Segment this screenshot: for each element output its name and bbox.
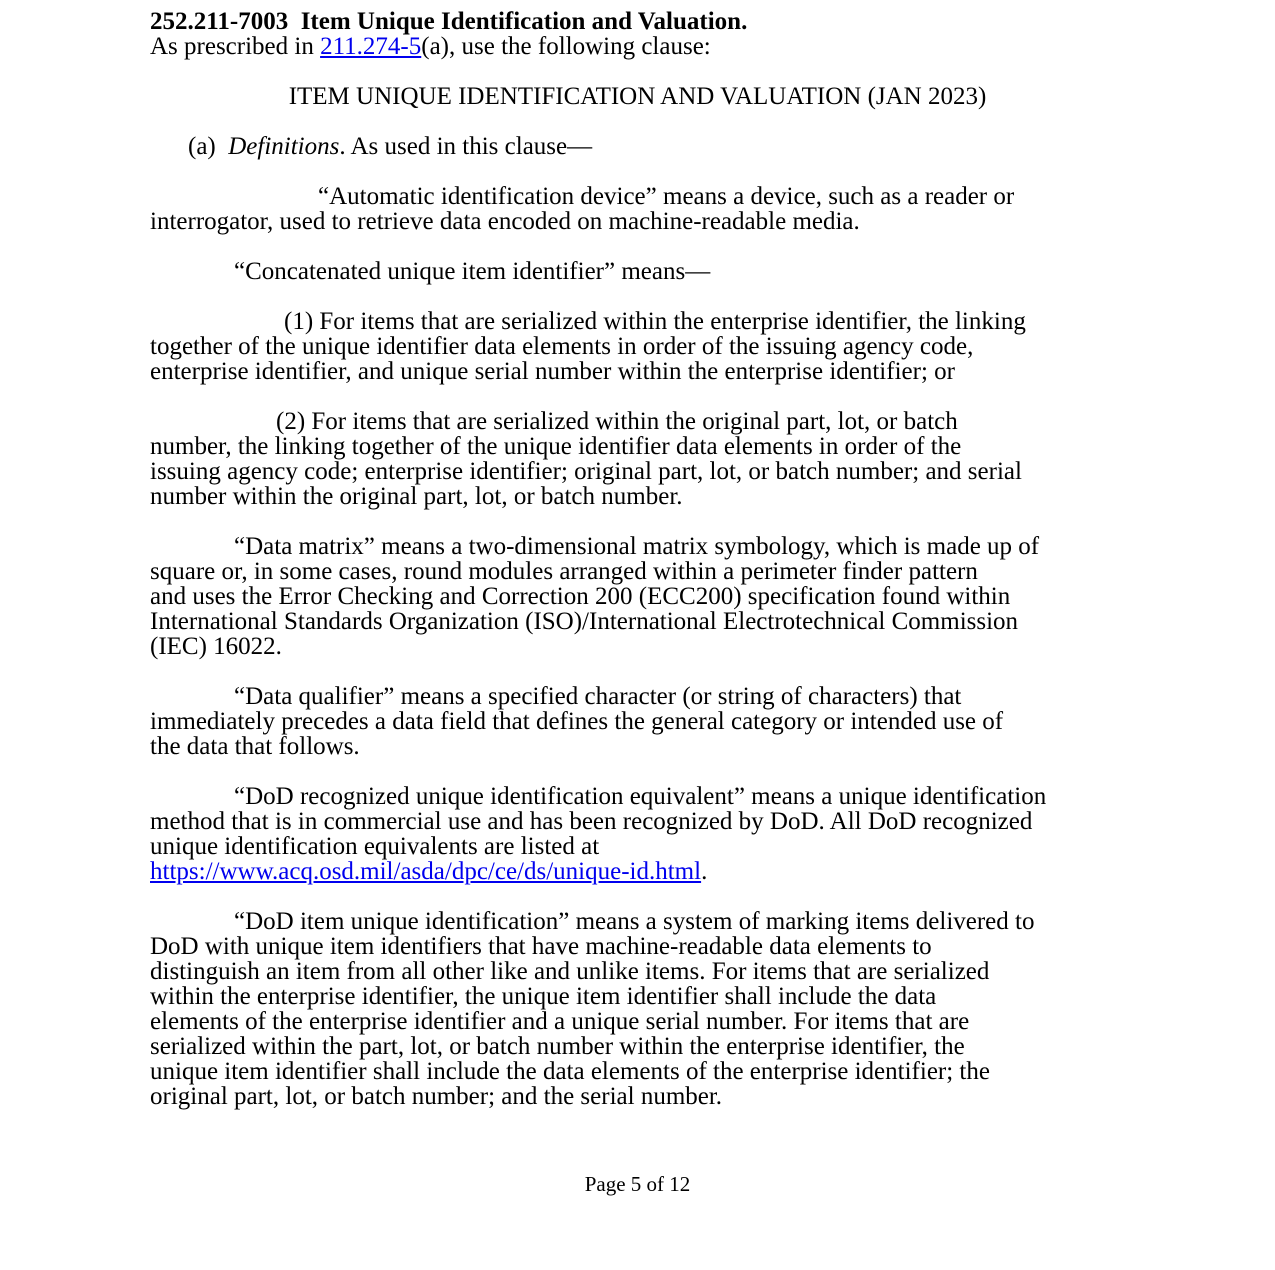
definition-link-line [150,859,1125,884]
section-a-rest: . As used in this clause— [339,133,593,160]
definition-line: DoD with unique item identifiers that have machine-readable data elements to [150,933,932,960]
prescription-line [150,34,1125,59]
definition-line: within the enterprise identifier, the unique item identifier shall include the data [150,983,937,1010]
definition-dod-item-unique-identification [150,909,1125,1109]
definition-line: unique item identifier shall include the data elements of the enterprise identifier; the [150,1058,990,1085]
definition-automatic-identification-device [150,184,1125,234]
definitions-term: Definitions [228,133,340,160]
definition-line: the data that follows. [150,733,360,760]
definition-line: (1) For items that are serialized within the enterprise identifier, the linking [284,308,1026,335]
definition-line: original part, lot, or batch number; and the serial number. [150,1083,723,1110]
definition-line: number, the linking together of the unique identifier data elements in order of the [150,433,962,460]
section-a-heading [150,134,1125,159]
definition-line: method that is in commercial use and has been recognized by DoD. All DoD recognized [150,808,1033,835]
definition-line: (2) For items that are serialized within the original part, lot, or batch [276,408,958,435]
unique-id-url-link[interactable]: https://www.acq.osd.mil/asda/dpc/ce/ds/unique-id.html [150,858,702,885]
prescription-prefix: As prescribed in [150,33,321,60]
definition-data-matrix [150,534,1125,659]
link-period: . [701,858,708,885]
definition-line: unique identification equivalents are listed at [150,833,600,860]
definition-line: “Data qualifier” means a specified character (or string of characters) that [234,683,962,710]
page-number-footer: Page 5 of 12 [584,1172,691,1196]
definition-concatenated-item-2 [150,409,1125,509]
definition-line: and uses the Error Checking and Correction 200 (ECC200) specification found within [150,583,1011,610]
definition-line: International Standards Organization (ISO)/International Electrotechnical Commission [150,608,1019,635]
definition-line: square or, in some cases, round modules arranged within a perimeter finder pattern [150,558,978,585]
definition-line: (IEC) 16022. [150,633,282,660]
definition-line: immediately precedes a data field that defines the general category or intended use of [150,708,1004,735]
definition-dod-recognized-equivalent [150,784,1125,884]
section-a-label: (a) [188,133,216,160]
definition-line: issuing agency code; enterprise identifier; original part, lot, or batch number; and serial [150,458,1022,485]
definition-line: number within the original part, lot, or batch number. [150,483,683,510]
definition-line: “DoD recognized unique identification equivalent” means a unique identification [234,783,1047,810]
definition-concatenated-item-1 [150,309,1125,384]
definition-line: together of the unique identifier data elements in order of the issuing agency code, [150,333,974,360]
definition-data-qualifier [150,684,1125,759]
definition-line: elements of the enterprise identifier and a unique serial number. For items that are [150,1008,970,1035]
definition-line: “Data matrix” means a two-dimensional matrix symbology, which is made up of [234,533,1040,560]
section-title: Item Unique Identification and Valuation. [300,8,748,35]
prescription-suffix: (a), use the following clause: [421,33,711,60]
reference-link[interactable]: 211.274-5 [320,33,422,60]
clause-title: ITEM UNIQUE IDENTIFICATION AND VALUATION (JAN 2023) [288,83,987,110]
definition-line: serialized within the part, lot, or batch number within the enterprise identifier, the [150,1033,965,1060]
definition-line: “Automatic identification device” means a device, such as a reader or [318,183,1015,210]
definition-line: enterprise identifier, and unique serial number within the enterprise identifier; or [150,358,955,385]
definition-concatenated-intro: “Concatenated unique item identifier” means— [234,258,711,285]
document-page [150,9,1125,1109]
section-heading [150,9,1125,34]
definition-line: interrogator, used to retrieve data encoded on machine-readable media. [150,208,860,235]
section-number: 252.211-7003 [150,8,289,35]
definition-line: “DoD item unique identification” means a system of marking items delivered to [234,908,1035,935]
definition-line: distinguish an item from all other like and unlike items. For items that are serialized [150,958,990,985]
